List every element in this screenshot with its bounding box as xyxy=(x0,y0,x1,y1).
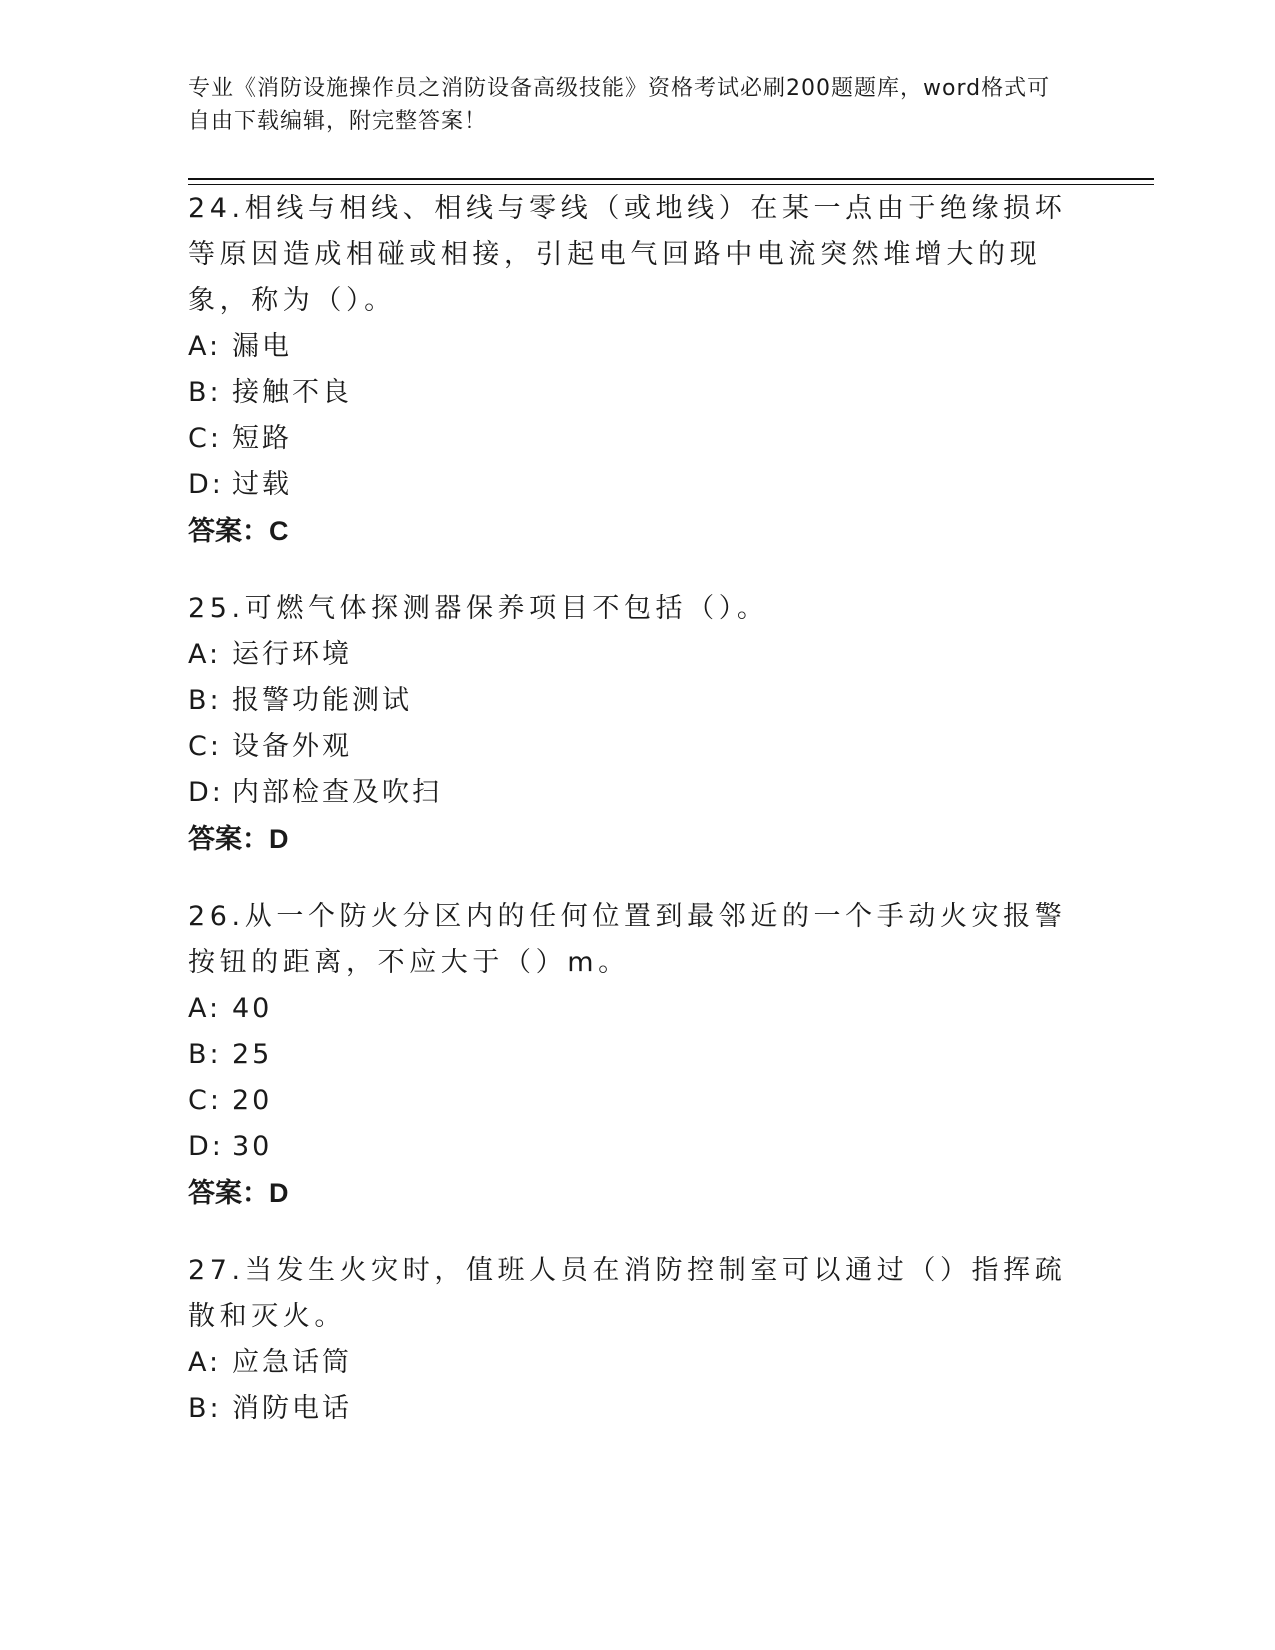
document-header: 专业《消防设施操作员之消防设备高级技能》资格考试必刷200题题库，word格式可自由下载编辑，附完整答案！ xyxy=(188,76,1051,134)
question-stem: 26.从一个防火分区内的任何位置到最邻近的一个手动火灾报警按钮的距离，不应大于（）m。 xyxy=(188,901,1067,978)
option-d xyxy=(188,462,1088,508)
option-letter: D: xyxy=(188,469,224,500)
option-letter: C: xyxy=(188,1085,222,1116)
option-a xyxy=(188,632,1088,678)
option-b xyxy=(188,678,1088,724)
option-letter: B: xyxy=(188,1039,222,1070)
option-letter: A: xyxy=(188,639,222,670)
option-text: 短路 xyxy=(232,423,292,454)
question-26 xyxy=(188,894,1088,1216)
option-text: 报警功能测试 xyxy=(232,685,412,716)
option-d xyxy=(188,770,1088,816)
option-c xyxy=(188,416,1088,462)
option-text: 消防电话 xyxy=(232,1393,352,1424)
option-text: 过载 xyxy=(232,469,292,500)
answer-line: 答案：D xyxy=(188,1178,289,1208)
option-text: 内部检查及吹扫 xyxy=(232,777,442,808)
option-text: 运行环境 xyxy=(232,639,352,670)
option-text: 漏电 xyxy=(232,331,292,362)
option-a xyxy=(188,1340,1088,1386)
option-text: 30 xyxy=(232,1131,273,1162)
answer-line: 答案：C xyxy=(188,516,289,546)
question-24 xyxy=(188,186,1088,554)
option-b xyxy=(188,1386,1088,1432)
question-stem: 27.当发生火灾时，值班人员在消防控制室可以通过（）指挥疏散和灭火。 xyxy=(188,1255,1067,1332)
header-divider-thin xyxy=(188,184,1154,185)
option-text: 接触不良 xyxy=(232,377,352,408)
question-stem: 24.相线与相线、相线与零线（或地线）在某一点由于绝缘损坏等原因造成相碰或相接，引起电气回路中电流突然堆增大的现象，称为（）。 xyxy=(188,193,1067,316)
question-stem: 25.可燃气体探测器保养项目不包括（）。 xyxy=(188,593,769,624)
option-text: 设备外观 xyxy=(232,731,352,762)
option-letter: A: xyxy=(188,993,222,1024)
option-text: 40 xyxy=(232,993,273,1024)
option-text: 25 xyxy=(232,1039,273,1070)
option-letter: B: xyxy=(188,377,222,408)
option-b xyxy=(188,1032,1088,1078)
option-text: 应急话筒 xyxy=(232,1347,352,1378)
option-a xyxy=(188,986,1088,1032)
header-divider-thick xyxy=(188,178,1154,180)
option-letter: C: xyxy=(188,731,222,762)
option-letter: B: xyxy=(188,1393,222,1424)
question-25 xyxy=(188,586,1088,862)
question-list xyxy=(188,186,1088,1464)
option-letter: A: xyxy=(188,331,222,362)
option-letter: D: xyxy=(188,777,224,808)
option-c xyxy=(188,1078,1088,1124)
option-c xyxy=(188,724,1088,770)
option-letter: D: xyxy=(188,1131,224,1162)
option-b xyxy=(188,370,1088,416)
question-27 xyxy=(188,1248,1088,1432)
option-letter: A: xyxy=(188,1347,222,1378)
option-a xyxy=(188,324,1088,370)
option-text: 20 xyxy=(232,1085,273,1116)
option-letter: C: xyxy=(188,423,222,454)
answer-line: 答案：D xyxy=(188,824,289,854)
option-d xyxy=(188,1124,1088,1170)
option-letter: B: xyxy=(188,685,222,716)
